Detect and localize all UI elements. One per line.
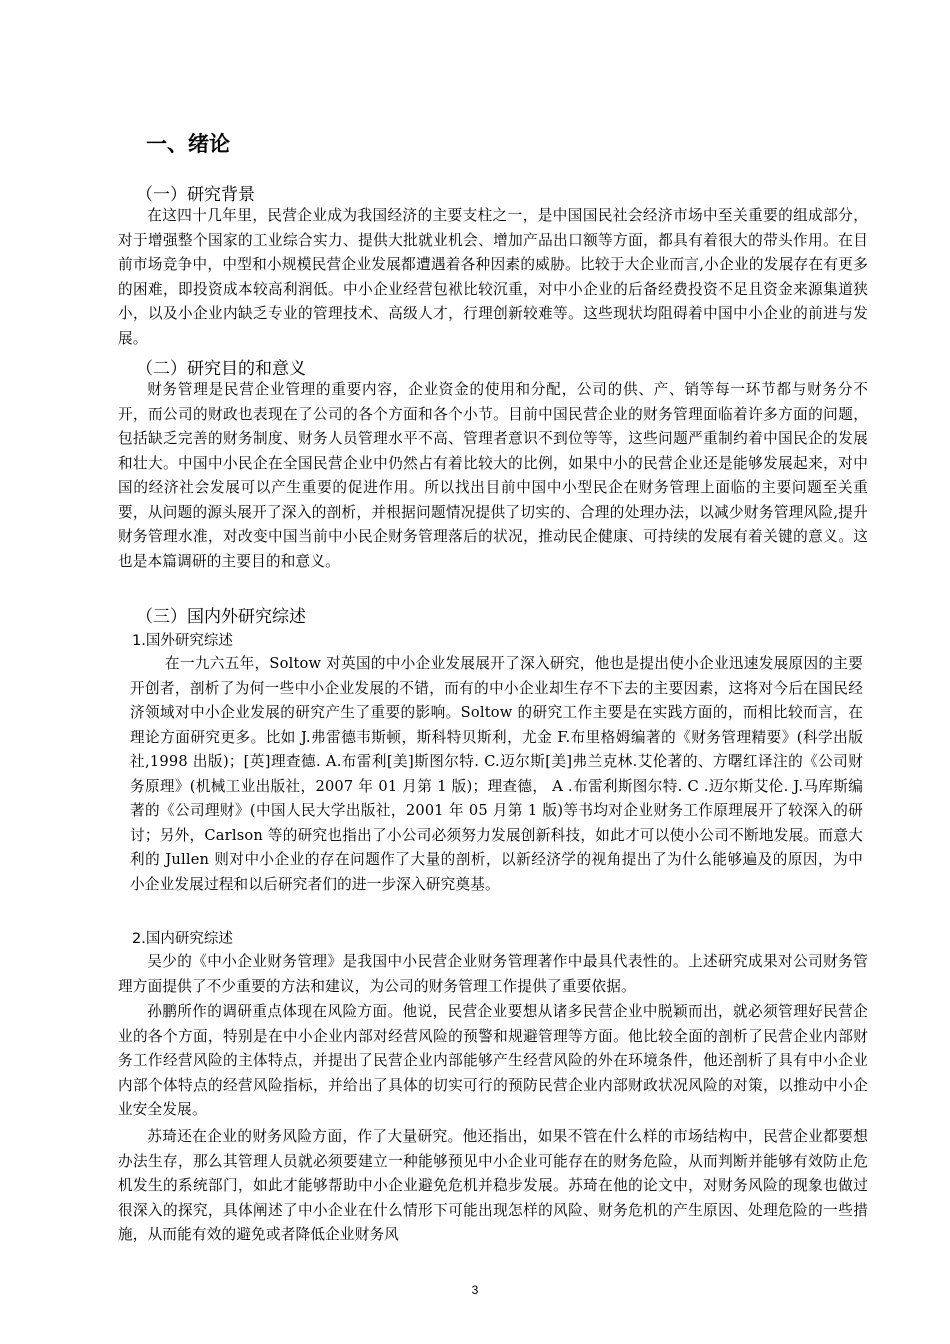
paragraph-background: 在这四十几年里，民营企业成为我国经济的主要支柱之一，是中国国民社会经济市场中至关重要的组成部分，对于增强整个国家的工业综合实力、提供大批就业机会、增加产品出口额等方面，都具有着很大的带头作用。在目前市场竞争中，中型和小规模民营企业发展都遭遇着各种因素的威胁。比较于大企业而言,小企业的发展存在有更多的困难，即投资成本较高利润低。中小企业经营包袱比较沉重，对中小企业的后备经费投资不足且资金来源集道狭小，以及小企业内缺乏专业的管理技术、高级人才，行理创新较难等。这些现状均阻碍着中国中小企业的前进与发展。	[118, 207, 868, 347]
section-title-literature-review: （三）国内外研究综述	[136, 607, 306, 627]
section-title-purpose: （二）研究目的和意义	[136, 359, 306, 379]
subsection-title-foreign: 1.国外研究综述	[132, 633, 233, 649]
paragraph-domestic-1: 吴少的《中小企业财务管理》是我国中小民营企业财务管理著作中最具代表性的。上述研究成果对公司财务管理方面提供了不少重要的方法和建议，为公司的财务管理工作提供了重要依据。	[118, 953, 868, 995]
page-number: 3	[471, 1283, 479, 1297]
section-title-background: （一）研究背景	[136, 185, 255, 205]
paragraph-domestic-2: 孙鹏所作的调研重点体现在风险方面。他说，民营企业要想从诸多民营企业中脱颖而出，就必须管理好民营企业的各个方面，特别是在中小企业内部对经营风险的预警和规避管理等方面。他比较全面的剖析了民营企业内部财务工作经营风险的主体特点，并提出了民营企业内部能够产生经营风险的外在环境条件，他还剖析了具有中小企业内部个体特点的经营风险指标，并给出了具体的切实可行的预防民营企业内部财政状况风险的对策，以推动中小企业安全发展。	[118, 1003, 868, 1118]
paragraph-foreign-review: 在一九六五年，Soltow 对英国的中小企业发展展开了深入研究，他也是提出使小企业迅速发展原因的主要开创者，剖析了为何一些中小企业发展的不错，而有的中小企业却生存不下去的主要因素，这将对今后在国民经济领域对中小企业发展的研究产生了重要的影响。Soltow 的研究工作主要是在实践方面的，而相比较而言，在理论方面研究更多。比如 J.弗雷德韦斯顿，斯科特贝斯利，尤金 F.布里格姆编著的《财务管理精要》(科学出版社,1998 出版)；[英]理查德. A.布雷利[美]斯图尔特. C.迈尔斯[美]弗兰克林.艾伦著的、方曙红译注的《公司财务原理》(机械工业出版社，2007 年 01 月第 1 版)；理查德， A .布雷利斯图尔特. C .迈尔斯艾伦. J.马库斯编著的《公司理财》(中国人民大学出版社，2001 年 05 月第 1 版)等书均对企业财务工作原理展开了较深入的研讨；另外，Carlson 等的研究也指出了小公司必须努力发展创新科技，如此才可以使小公司不断地发展。而意大利的 Jullen 则对中小企业的存在问题作了大量的剖析，以新经济学的视角提出了为什么能够遍及的原因，为中小企业发展过程和以后研究者们的进一步深入研究奠基。	[130, 655, 863, 893]
paragraph-domestic-3: 苏琦还在企业的财务风险方面，作了大量研究。他还指出，如果不管在什么样的市场结构中，民营企业都要想办法生存，那么其管理人员就必须要建立一种能够预见中小企业可能存在的财务危险，从而判断并能够有效防止危机发生的系统部门，如此才能够帮助中小企业避免危机并稳步发展。苏琦在他的论文中，对财务风险的现象也做过很深入的探究，具体阐述了中小企业在什么情形下可能出现怎样的风险、财务危机的产生原因、处理危险的一些措施，从而能有效的避免或者降低企业财务风	[118, 1128, 868, 1243]
subsection-title-domestic: 2.国内研究综述	[132, 931, 233, 947]
chapter-heading: 一、绪论	[146, 132, 230, 156]
paragraph-purpose: 财务管理是民营企业管理的重要内容，企业资金的使用和分配，公司的供、产、销等每一环节都与财务分不开，而公司的财政也表现在了公司的各个方面和各个小节。目前中国民营企业的财务管理面临着许多方面的问题，包括缺乏完善的财务制度、财务人员管理水平不高、管理者意识不到位等等，这些问题严重制约着中国民企的发展和壮大。中国中小民企在全国民营企业中仍然占有着比较大的比例，如果中小的民营企业还是能够发展起来，对中国的经济社会发展可以产生重要的促进作用。所以找出目前中国中小型民企在财务管理上面临的主要问题至关重要，从问题的源头展开了深入的剖析，并根据问题情况提供了切实的、合理的处理办法，以减少财务管理风险,提升财务管理水准，对改变中国当前中小民企财务管理落后的状况，推动民企健康、可持续的发展有着关键的意义。这也是本篇调研的主要目的和意义。	[118, 381, 868, 570]
